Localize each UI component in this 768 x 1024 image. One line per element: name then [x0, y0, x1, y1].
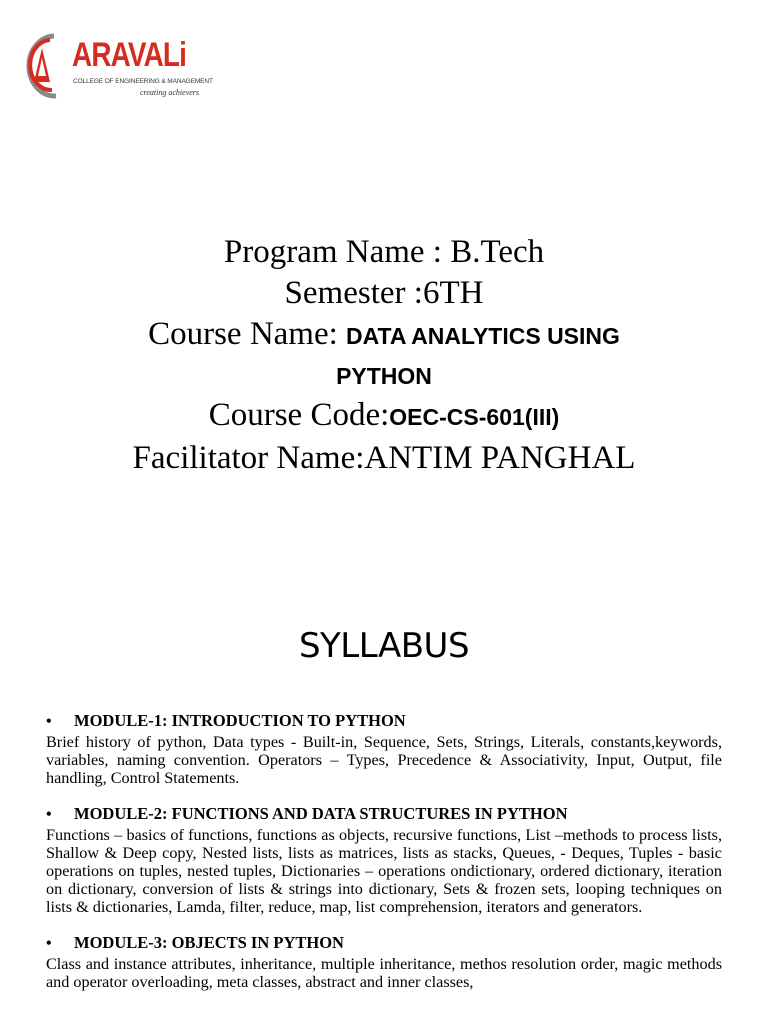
course-name-line — [0, 314, 768, 357]
course-code-label: Course Code: — [208, 397, 390, 433]
logo-emblem-icon — [20, 30, 70, 105]
course-name-label: Course Name: — [148, 316, 347, 352]
module-description: Functions – basics of functions, functions as objects, recursive functions, List –methods to process lists, Shallow & Deep copy, Nested lists, lists as matrices, lists as stacks, Queues, - Deques, Tuples - basic operations on tuples, nested tuples, Dictionaries – operations ondictionary, ordered dictionary, iteration on dictionary, conversion of lists & strings into dictionary, Sets & frozen sets, looping techniques on lists & dictionaries, Lamda, filter, reduce, map, list comprehension, iterators and generators. — [46, 826, 722, 916]
module-title: MODULE-3: OBJECTS IN PYTHON — [74, 933, 344, 952]
course-code-value: OEC-CS-601(III) — [389, 404, 560, 430]
bullet-icon: • — [46, 806, 52, 823]
semester-label: Semester : — [284, 275, 423, 311]
logo-subtitle: COLLEGE OF ENGINEERING & MANAGEMENT — [73, 78, 213, 85]
course-name-value: DATA ANALYTICS USING — [346, 323, 620, 349]
bullet-icon: • — [46, 935, 52, 952]
module-description: Brief history of python, Data types - Built-in, Sequence, Sets, Strings, Literals, constants,keywords, variables, naming convention. Operators – Types, Precedence & Associativity, Input, Output, file handling, Control Statements. — [46, 733, 722, 787]
bullet-icon: • — [46, 713, 52, 730]
logo-wordmark: ARAVALi — [72, 36, 187, 74]
syllabus-heading: SYLLABUS — [298, 626, 470, 666]
logo-tagline: creating achievers — [140, 88, 200, 97]
module-1 — [46, 710, 722, 787]
course-name-value-continued: PYTHON — [336, 363, 432, 389]
program-label: Program Name : — [223, 234, 451, 270]
module-title: MODULE-1: INTRODUCTION TO PYTHON — [74, 711, 406, 730]
facilitator-line — [0, 438, 768, 479]
course-info — [0, 232, 768, 479]
module-2 — [46, 803, 722, 916]
module-3 — [46, 932, 722, 991]
semester-value: 6TH — [422, 275, 484, 311]
module-list — [46, 710, 722, 1007]
college-logo — [20, 30, 213, 105]
program-line — [0, 232, 768, 273]
program-value: B.Tech — [450, 234, 545, 270]
semester-line — [0, 273, 768, 314]
course-code-line — [0, 395, 768, 438]
module-description: Class and instance attributes, inheritance, multiple inheritance, methos resolution order, magic methods and operator overloading, meta classes, abstract and inner classes, — [46, 955, 722, 991]
facilitator-value: ANTIM PANGHAL — [364, 440, 636, 476]
module-title: MODULE-2: FUNCTIONS AND DATA STRUCTURES IN PYTHON — [74, 804, 568, 823]
facilitator-label: Facilitator Name: — [132, 440, 365, 476]
